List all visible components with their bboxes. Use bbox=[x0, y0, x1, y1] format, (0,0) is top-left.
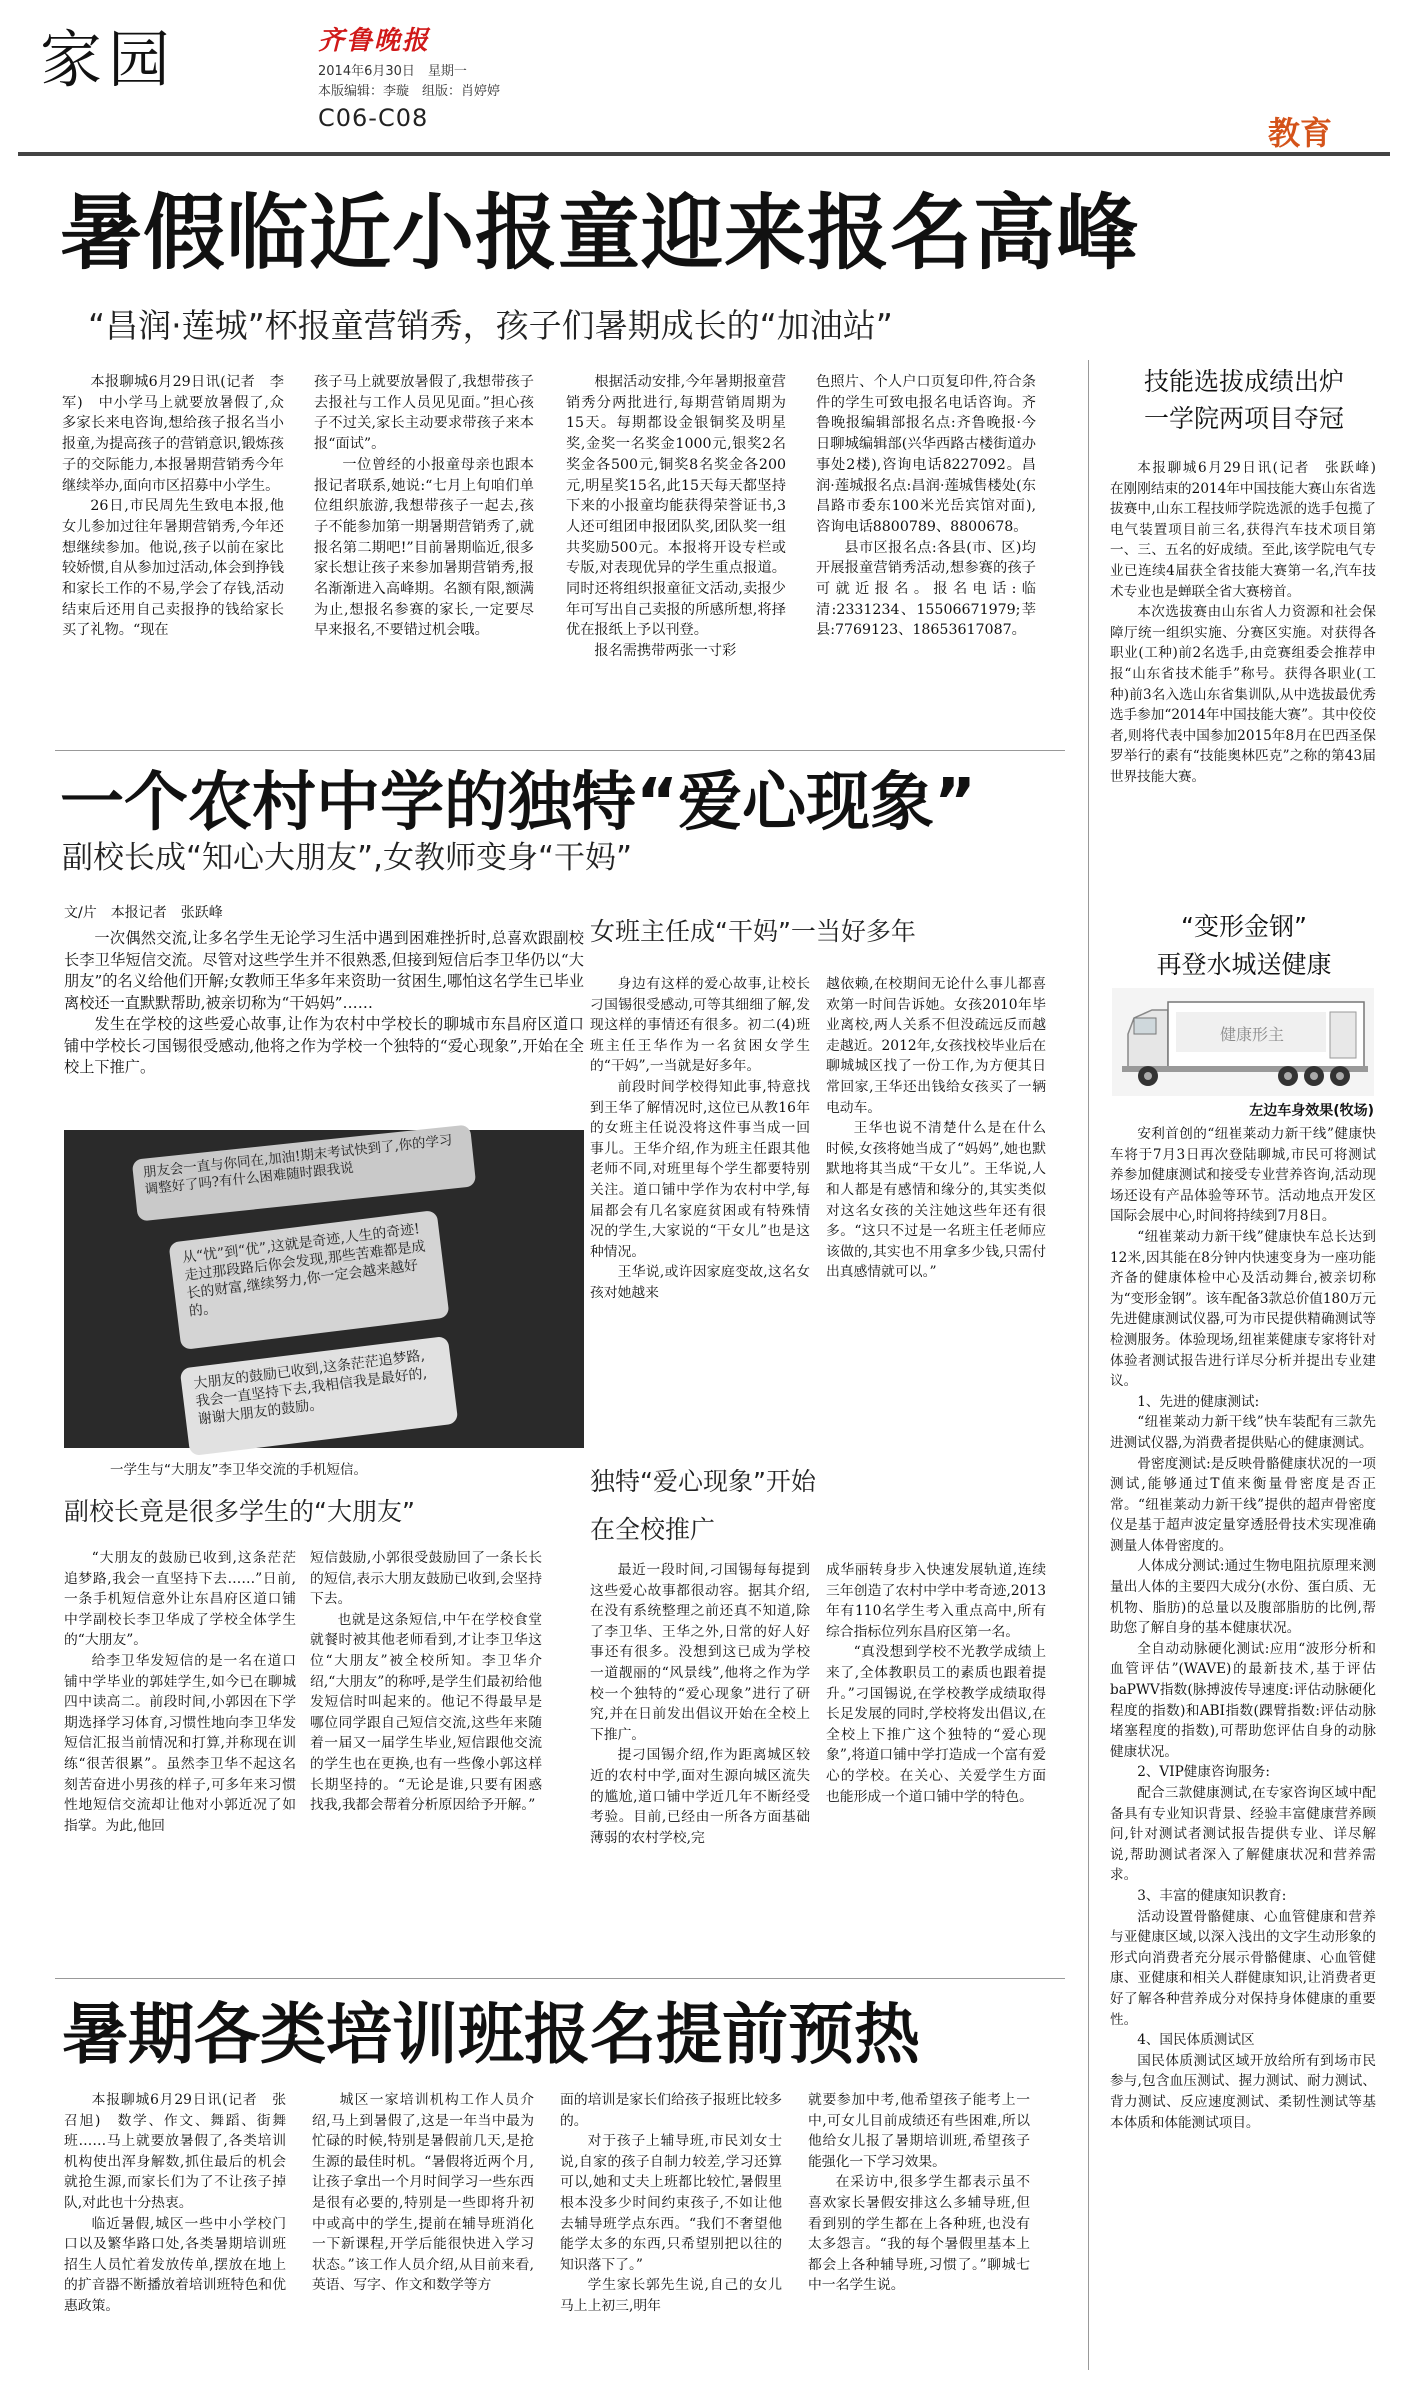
story1-subhead: “昌润·莲城”杯报童营销秀，孩子们暑期成长的“加油站” bbox=[88, 306, 893, 345]
side2-para: “纽崔莱动力新干线”快车装配有三款先进测试仪器,为消费者提供贴心的健康测试。 bbox=[1110, 1414, 1376, 1451]
story2-headline: 一个农村中学的独特“爱心现象” bbox=[60, 766, 977, 840]
side2-headline-line1: “变形金钢” bbox=[1181, 912, 1307, 941]
side2-para: 3、丰富的健康知识教育: bbox=[1137, 1887, 1287, 1904]
sms-bubble-3 bbox=[180, 1336, 459, 1456]
story2-sec1-col1 bbox=[64, 1548, 296, 1970]
story2-byline: 文/片 本报记者 张跃峰 bbox=[64, 905, 223, 921]
story3-col1 bbox=[64, 2090, 286, 2370]
story2-para: 王华说,或许因家庭变故,这名女孩对她越来 bbox=[590, 1264, 810, 1301]
side1-headline-line1: 技能选拔成绩出炉 bbox=[1143, 367, 1344, 396]
story3-top-divider bbox=[55, 1978, 1065, 1979]
story1-para: 孩子马上就要放暑假了,我想带孩子去报社与工作人员见见面。”担心孩子不过关,家长主动要求带孩子来本报“面试”。 bbox=[314, 374, 534, 453]
side2-para: 全自动动脉硬化测试:应用“波形分析和血管评估”(WAVE)的最新技术,基于评估baPWV指数(脉搏波传导速度:评估动脉硬化程度的指数)和ABI指数(踝臂指数:评估动脉堵塞程度的指数),可帮助您评估自身的动脉健康状况。 bbox=[1110, 1640, 1376, 1760]
sidebar-divider bbox=[1088, 360, 1089, 2370]
story3-para: 城区一家培训机构工作人员介绍,马上到暑假了,这是一年当中最为忙碌的时候,特别是暑假前几天,是抢生源的最佳时机。“暑假将近两个月,让孩子拿出一个月时间学习一些东西是很有必要的,特别是一些即将升初中或高中的学生,提前在辅导班消化一下新课程,开学后能很快进入学习状态。”该工作人员介绍,从目前来看,英语、写字、作文和数学等方 bbox=[312, 2092, 534, 2294]
editor-line: 本版编辑：李璇 组版：肖婷婷 bbox=[318, 84, 501, 99]
sms-text-2: 从“忧”到“优”,这就是奇迹,人生的奇迹!走过那段路后你会发现,那些苦难都是成长的财富,继续努力,你一定会越来越好的。 bbox=[181, 1221, 427, 1320]
side1-body bbox=[1110, 458, 1390, 898]
date-line: 2014年6月30日 星期一 bbox=[318, 64, 467, 79]
story3-col2 bbox=[312, 2090, 534, 2370]
side1-para: 本报聊城6月29日讯(记者 张跃峰) 在刚刚结束的2014年中国技能大赛山东省选拔赛中,山东工程技师学院选派的选手包揽了电气装置项目前三名,获得汽车技术项目第一、三、五名的好成绩。至此,该学院电气专业已连续4届获全省技能大赛第一名,汽车技术专业也是蝉联全省大赛榜首。 bbox=[1110, 460, 1390, 600]
story1-column-1 bbox=[62, 372, 284, 744]
story2-sec2-title: 女班主任成“干妈”一当好多年 bbox=[590, 917, 916, 946]
health-truck-photo bbox=[1112, 988, 1374, 1096]
side2-para: 国民体质测试区域开放给所有到场市民参与,包含血压测试、握力测试、耐力测试、背力测试、反应速度测试、柔韧性测试等基本体质和体能测试项目。 bbox=[1110, 2052, 1376, 2131]
story3-headline: 暑期各类培训班报名提前预热 bbox=[62, 1996, 920, 2073]
story1-column-3 bbox=[566, 372, 786, 744]
story2-subhead: 副校长成“知心大朋友”,女教师变身“干妈” bbox=[62, 840, 633, 876]
side2-para: 4、国民体质测试区 bbox=[1137, 2032, 1255, 2049]
side2-para: 活动设置骨骼健康、心血管健康和营养与亚健康区域,以深入浅出的文字生动形象的形式向消费者充分展示骨骼健康、心血管健康、亚健康和相关人群健康知识,让消费者更好了解各种营养成分对保持身体健康的重要性。 bbox=[1110, 1908, 1376, 2028]
side2-para: “纽崔莱动力新干线”健康快车总长达到12米,因其能在8分钟内快速变身为一座功能齐备的健康体检中心及活动舞台,被亲切称为“变形金钢”。该车配备3款总价值180万元先进健康测试仪器,可为市民提供精确测试等检测服务。体验现场,纽崔莱健康专家将针对体验者测试报告进行详尽分析并提出专业建议。 bbox=[1110, 1228, 1376, 1390]
story2-para: “大朋友的鼓励已收到,这条茫茫追梦路,我会一直坚持下去……”日前,一条手机短信意外让东昌府区道口铺中学副校长李卫华成了学校全体学生的“大朋友”。 bbox=[64, 1550, 296, 1649]
story2-sec2-col2 bbox=[826, 974, 1046, 1438]
story3-para: 对于孩子上辅导班,市民刘女士说,自家的孩子自制力较差,学习还算可以,她和丈夫上班都比较忙,暑假里根本没多少时间约束孩子,不如让他去辅导班学点东西。“我们不奢望他能学太多的东西,只希望别把以往的知识落下了。” bbox=[560, 2133, 782, 2273]
story3-para: 面的培训是家长们给孩子报班比较多的。 bbox=[560, 2092, 782, 2129]
story2-para: 给李卫华发短信的是一名在道口铺中学毕业的郭娃学生,如今已在聊城四中读高二。前段时间,小郭因在下学期选择学习体育,习惯性地向李卫华发短信汇报当前情况和打算,并称现在训练“很苦很累”。虽然李卫华不起这名刻苦奋进小男孩的样子,可多年来习惯性地短信交流却让他对小郭近况了如指掌。为此,他回 bbox=[64, 1652, 296, 1834]
section-title: 家园 bbox=[40, 23, 177, 96]
story2-lead-para: 发生在学校的这些爱心故事,让作为农村中学校长的聊城市东昌府区道口铺中学校长刁国锡很受感动,他将之作为学校一个独特的“爱心现象”,开始在全校上下推广。 bbox=[64, 1015, 584, 1076]
sms-text-1: 朋友会一直与你同在,加油!期末考试快到了,你的学习调整好了吗?有什么困难随时跟我说 bbox=[142, 1132, 454, 1198]
side1-headline-line2: 一学院两项目夺冠 bbox=[1143, 404, 1344, 433]
story1-para: 一位曾经的小报童母亲也跟本报记者联系,她说:“七月上旬咱们单位组织旅游,我想带孩子一起去,孩子不能参加第一期暑期营销秀了,就报名第二期吧!”目前暑期临近,很多家长想让孩子来参加暑期营销秀,报名渐渐进入高峰期。名额有限,额满为止,想报名参赛的家长,一定要尽早来报名,不要错过机会哦。 bbox=[314, 456, 534, 639]
side1-para: 本次选拔赛由山东省人力资源和社会保障厅统一组织实施、分赛区实施。对获得各职业(工种)前2名选手,由竞赛组委会推荐申报“山东省技术能手”称号。获得各职业(工种)前3名入选山东省集训队,从中选拔最优秀选手参加“2014年中国技能大赛”。其中佼佼者,则将代表中国参加2015年8月在巴西圣保罗举行的素有“技能奥林匹克”之称的第43届世界技能大赛。 bbox=[1110, 604, 1376, 785]
story1-headline: 暑假临近小报童迎来报名高峰 bbox=[60, 186, 1140, 281]
side2-para: 骨密度测试:是反映骨骼健康状况的一项测试,能够通过T值来衡量骨密度是否正常。“纽崔莱动力新干线”提供的超声骨密度仪是基于超声波定量穿透胫骨技术实现准确测量人体骨密度的。 bbox=[1110, 1455, 1376, 1554]
page-range: C06-C08 bbox=[318, 104, 429, 132]
story2-para: 最近一段时间,刁国锡每每提到这些爱心故事都很动容。据其介绍,在没有系统整理之前还真不知道,除了李卫华、王华之外,日常的好人好事还有很多。没想到这已成为学校一道靓丽的“风景线”,他将之作为学校一个独特的“爱心现象”进行了研究,并在日前发出倡议开始在全校上下推广。 bbox=[590, 1562, 810, 1743]
story2-para: 越依赖,在校期间无论什么事儿都喜欢第一时间告诉她。女孩2010年毕业离校,两人关系不但没疏远反而越走越近。2012年,女孩找校毕业后在聊城城区找了一份工作,为方便其日常回家,王华还出钱给女孩买了一辆电动车。 bbox=[826, 976, 1046, 1116]
side2-para: 2、VIP健康咨询服务: bbox=[1137, 1764, 1270, 1781]
story2-sec1-col2 bbox=[310, 1548, 542, 1970]
story3-para: 临近暑假,城区一些中小学校门口以及繁华路口处,各类暑期培训班招生人员忙着发放传单,摆放在地上的扩音器不断播放着培训班特色和优惠政策。 bbox=[64, 2215, 286, 2314]
side2-photo-caption: 左边车身效果(牧场) bbox=[1249, 1103, 1374, 1119]
story1-para: 报名需携带两张一寸彩 bbox=[594, 643, 737, 660]
category-label: 教育 bbox=[1268, 114, 1333, 152]
story2-sec3-title: 独特“爱心现象”开始在全校推广 bbox=[590, 1467, 816, 1544]
side2-body bbox=[1110, 1124, 1376, 2370]
paper-name-logo: 齐鲁晚报 bbox=[318, 26, 431, 56]
story2-para: 王华也说不清楚什么是在什么时候,女孩将她当成了“妈妈”,她也默默地将其当成“干女儿”。王华说,人和人都是有感情和缘分的,其实类似对这名女孩的关注她这些年还有很多。“这只不过是一名班主任老师应该做的,其实也不用拿多少钱,只需付出真感情就可以。” bbox=[826, 1120, 1046, 1281]
story1-column-2 bbox=[314, 372, 534, 744]
story2-para: 短信鼓励,小郭很受鼓励回了一条长长的短信,表示大朋友鼓励已收到,会坚持下去。 bbox=[310, 1550, 542, 1608]
story2-sec1-title: 副校长竟是很多学生的“大朋友” bbox=[64, 1497, 415, 1526]
story1-para: 色照片、个人户口页复印件,符合条件的学生可致电报名电话咨询。齐鲁晚报编辑部报名点:齐鲁晚报·今日聊城编辑部(兴华西路古楼街道办事处2楼),咨询电话8227092。昌润·莲城报名点:昌润·莲城售楼处(东昌路市委东100米光岳宾馆对面),咨询电话8800789、8800678。 bbox=[816, 374, 1036, 535]
story1-para: 县市区报名点:各县(市、区)均开展报童营销秀活动,想参赛的孩子可就近报名。报名电话:临清:2331234、15506671979;莘县:7769123、18653617087。 bbox=[816, 539, 1036, 639]
story2-para: 前段时间学校得知此事,特意找到王华了解情况时,这位已从教16年的女班主任说没将这件事当成一回事儿。王华介绍,作为班主任跟其他老师不同,对班里每个学生都要特别关注。道口铺中学作为农村中学,每届都会有几名家庭贫困或有特殊情况的学生,大家说的“干女儿”也是这种情况。 bbox=[590, 1078, 810, 1260]
side2-para: 1、先进的健康测试: bbox=[1137, 1393, 1260, 1410]
sms-bubble-2 bbox=[168, 1210, 449, 1350]
side2-para: 安利首创的“纽崔莱动力新干线”健康快车将于7月3日再次登陆聊城,市民可将测试养参加健康测试和接受专业营养咨询,活动现场还设有产品体验等环节。活动地点开发区国际会展中心,时间将持续到7月8日。 bbox=[1110, 1126, 1376, 1225]
story1-para: 26日,市民周先生致电本报,他女儿参加过往年暑期营销秀,今年还想继续参加。他说,孩子以前在家比较娇惯,自从参加过活动,体会到挣钱和家长工作的不易,学会了存钱,活动结束后还用自己卖报挣的钱给家长买了礼物。“现在 bbox=[62, 498, 284, 639]
sms-photo bbox=[64, 1130, 584, 1448]
side2-para: 配合三款健康测试,在专家咨询区域中配备具有专业知识背景、经验丰富健康营养顾问,针对测试者测试报告提供专业、详尽解说,帮助测试者深入了解健康状况和营养需求。 bbox=[1110, 1785, 1376, 1884]
side2-headline-line2: 再登水城送健康 bbox=[1156, 950, 1332, 979]
story2-sec2-col1 bbox=[590, 974, 810, 1438]
truck-side-text: 健康形主 bbox=[1219, 1025, 1285, 1044]
masthead-divider bbox=[18, 152, 1390, 156]
story2-top-divider bbox=[55, 750, 1065, 751]
story2-lead bbox=[64, 928, 584, 1128]
story2-lead-para: 一次偶然交流,让多名学生无论学习生活中遇到困难挫折时,总喜欢跟副校长李卫华短信交流。尽管对这些学生并不很熟悉,但接到短信后李卫华仍以“大朋友”的名义给他们开解;女教师王华多年来资助一贫困生,哪怕这名学生已毕业离校还一直默默帮助,被亲切称为“干妈妈”…… bbox=[64, 929, 584, 1012]
side2-para: 人体成分测试:通过生物电阻抗原理来测量出人体的主要四大成分(水份、蛋白质、无机物、脂肪)的总量以及腹部脂肪的比例,帮助您了解自身的基本健康状况。 bbox=[1110, 1558, 1376, 1637]
sms-text-3: 大朋友的鼓励已收到,这条茫茫追梦路,我会一直坚持下去,我相信我是最好的,谢谢大朋友的鼓励。 bbox=[192, 1347, 428, 1428]
story3-para: 本报聊城6月29日讯(记者 张召旭) 数学、作文、舞蹈、街舞班……马上就要放暑假了,各类培训机构使出浑身解数,抓住最后的机会就抢生源,而家长们为了不让孩子掉队,对此也十分热衷。 bbox=[64, 2092, 286, 2211]
story1-para: 根据活动安排,今年暑期报童营销秀分两批进行,每期营销周期为15天。每期都设金银铜奖及明星奖,金奖一名奖金1000元,银奖2名奖金各500元,铜奖8名奖金各200元,明星奖15名,此15天每天都坚持下来的小报童均能获得荣誉证书,3人还可组团申报团队奖,团队奖一组共奖励500元。本报将开设专栏或专版,对表现优异的学生重点报道。同时还将组织报童征文活动,卖报少年可写出自己卖报的所感所想,将择优在报纸上予以刊登。 bbox=[566, 374, 786, 639]
story3-para: 在采访中,很多学生都表示虽不喜欢家长暑假安排这么多辅导班,但看到别的学生都在上各种班,也没有太多怨言。“我的每个暑假里基本上都会上各种辅导班,习惯了。”聊城七中一名学生说。 bbox=[808, 2174, 1030, 2294]
story2-sec3-col2 bbox=[826, 1560, 1046, 1970]
story1-column-4 bbox=[816, 372, 1036, 744]
truck-illustration bbox=[1112, 988, 1374, 1096]
story2-sec3-col1 bbox=[590, 1560, 810, 1970]
story2-para: “真没想到学校不光教学成绩上来了,全体教职员工的素质也跟着提升。”刁国锡说,在学校教学成绩取得长足发展的同时,学校将发出倡议,在全校上下推广这个独特的“爱心现象”,将道口铺中学打造成一个富有爱心的学校。在关心、关爱学生方面也能形成一个道口铺中学的特色。 bbox=[826, 1644, 1046, 1805]
story2-para: 提刁国锡介绍,作为距离城区较近的农村中学,面对生源向城区流失的尴尬,道口铺中学近几年不断经受考验。目前,已经由一所各方面基础薄弱的农村学校,完 bbox=[590, 1747, 810, 1846]
story2-para: 成华丽转身步入快速发展轨道,连续三年创造了农村中学中考奇迹,2013年有110名学生考入重点高中,所有综合指标位列东昌府区第一名。 bbox=[826, 1562, 1046, 1640]
story2-para: 也就是这条短信,中午在学校食堂就餐时被其他老师看到,才让李卫华这位“大朋友”被全校所知。李卫华介绍,“大朋友”的称呼,是学生们最初给他发短信时叫起来的。他记不得最早是哪位同学跟自己短信交流,这些年来随着一届又一届学生毕业,短信跟他交流的学生也在更换,也有一些像小郭这样长期坚持的。“无论是谁,只要有困惑找我,我都会帮着分析原因给予开解。” bbox=[310, 1611, 542, 1814]
story3-para: 就要参加中考,他希望孩子能考上一中,可女儿目前成绩还有些困难,所以他给女儿报了暑期培训班,希望孩子能强化一下学习效果。 bbox=[808, 2092, 1030, 2170]
story1-para: 本报聊城6月29日讯(记者 李军) 中小学马上就要放暑假了,众多家长来电咨询,想给孩子报名当小报童,为提高孩子的营销意识,锻炼孩子的交际能力,本报暑期营销秀今年继续举办,面向市区招募中小学生。 bbox=[62, 374, 284, 494]
story2-photo-caption: 一学生与“大朋友”李卫华交流的手机短信。 bbox=[110, 1462, 367, 1478]
story3-col4 bbox=[808, 2090, 1030, 2370]
sms-bubble-1 bbox=[132, 1124, 477, 1221]
story3-col3 bbox=[560, 2090, 782, 2370]
story2-para: 身边有这样的爱心故事,让校长刁国锡很受感动,可等其细细了解,发现这样的事情还有很多。初二(4)班班主任王华作为一名贫困女学生的“干妈”,一当就是好多年。 bbox=[590, 976, 810, 1075]
story3-para: 学生家长郭先生说,自己的女儿马上上初三,明年 bbox=[560, 2277, 782, 2314]
